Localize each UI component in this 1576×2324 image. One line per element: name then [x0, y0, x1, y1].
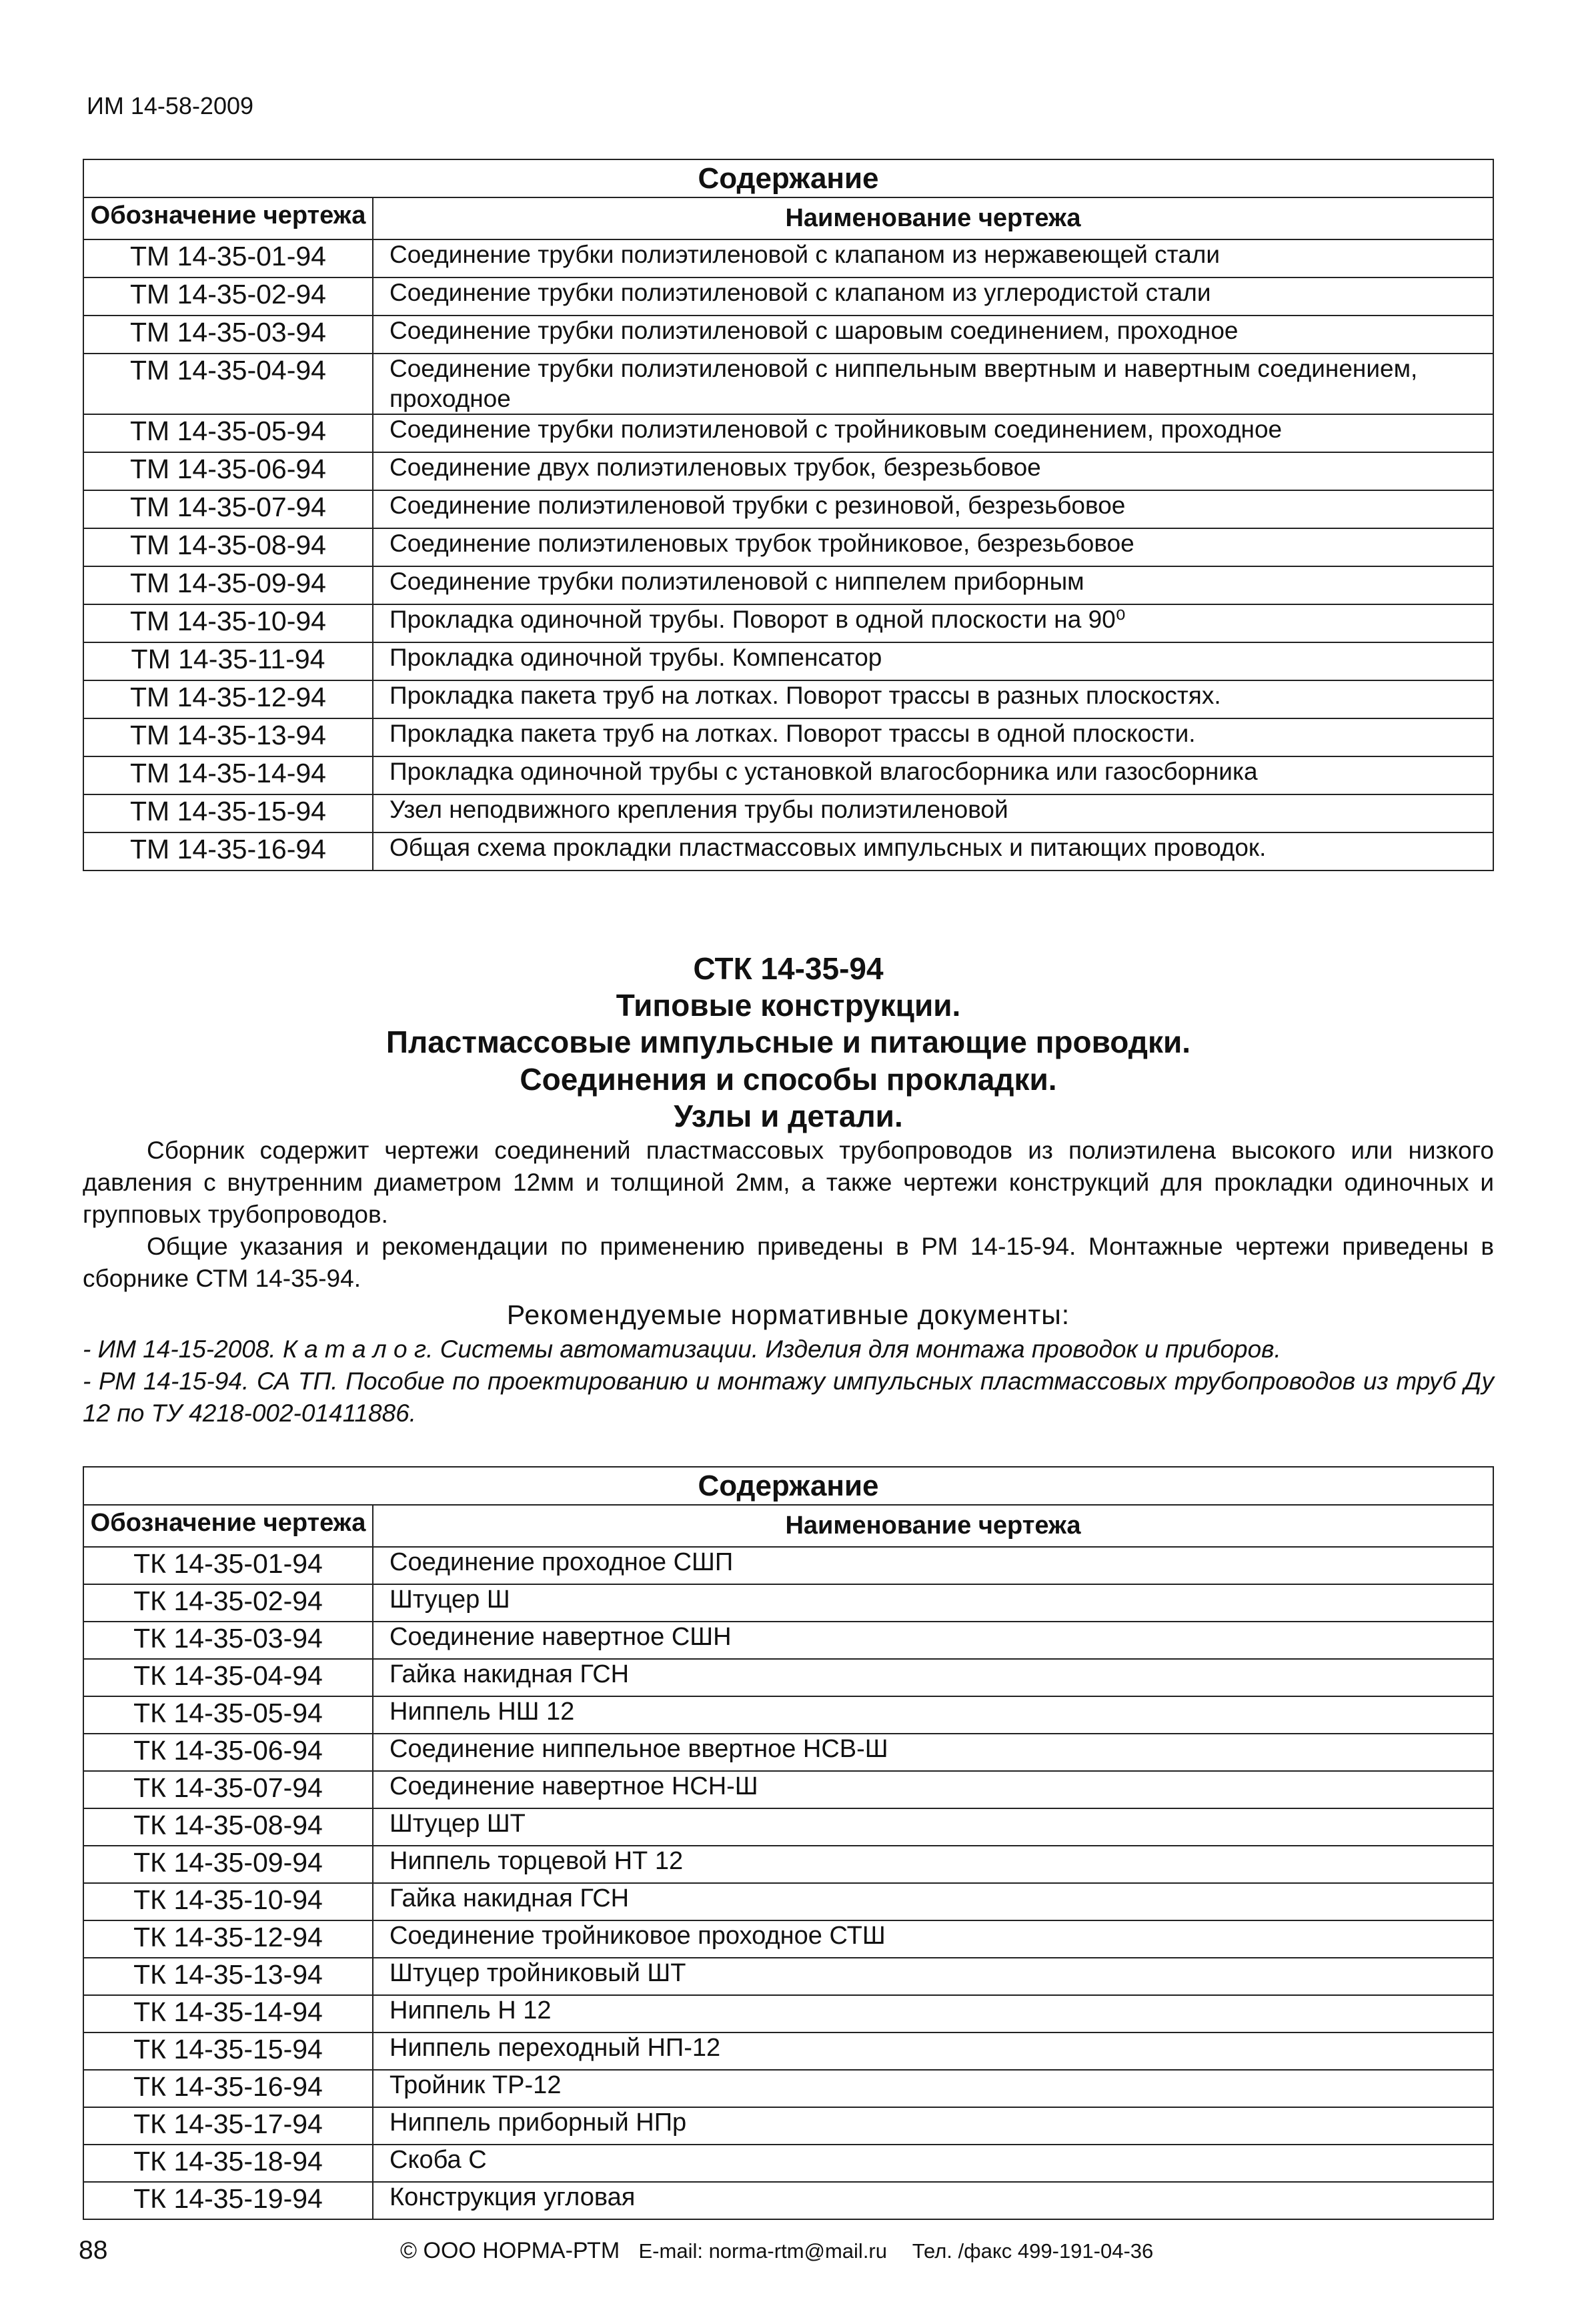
drawing-code: ТК 14-35-14-94	[83, 1995, 373, 2032]
drawing-name: Соединение трубки полиэтиленовой с клапаном из углеродистой стали	[373, 277, 1493, 316]
table-row	[83, 1920, 1493, 1958]
drawing-code: ТК 14-35-06-94	[83, 1734, 373, 1771]
contents-table-title: Содержание	[83, 159, 1493, 197]
drawing-name: Ниппель НШ 12	[373, 1696, 1493, 1734]
footer-email: E-mail: norma-rtm@mail.ru	[638, 2239, 887, 2263]
drawing-code: ТК 14-35-18-94	[83, 2145, 373, 2182]
drawing-code: ТК 14-35-04-94	[83, 1659, 373, 1696]
drawing-code: ТК 14-35-17-94	[83, 2107, 373, 2145]
column-header-code: Обозначение чертежа	[83, 197, 373, 240]
table-row	[83, 680, 1493, 718]
drawing-code: ТМ 14-35-07-94	[83, 490, 373, 528]
section-title-line: Пластмассовые импульсные и питающие проводки.	[385, 1025, 1191, 1060]
drawing-name: Тройник ТР-12	[373, 2070, 1493, 2107]
table-row	[83, 2182, 1493, 2219]
table-row	[83, 1584, 1493, 1622]
table-row	[83, 452, 1493, 490]
drawing-code: ТК 14-35-07-94	[83, 1771, 373, 1808]
drawing-code: ТК 14-35-12-94	[83, 1920, 373, 1958]
table-row	[83, 316, 1493, 354]
drawing-name: Соединение навертное СШН	[373, 1622, 1493, 1659]
drawing-name: Конструкция угловая	[373, 2182, 1493, 2219]
recommended-docs-heading: Рекомендуемые нормативные документы:	[506, 1299, 1070, 1331]
table-row	[83, 277, 1493, 316]
drawing-code: ТМ 14-35-02-94	[83, 277, 373, 316]
drawing-code: ТК 14-35-03-94	[83, 1622, 373, 1659]
table-row	[83, 1846, 1493, 1883]
drawing-name: Соединение трубки полиэтиленовой с шаровым соединением, проходное	[373, 316, 1493, 354]
table-row	[83, 414, 1493, 452]
section-title-line: Соединения и способы прокладки.	[520, 1061, 1057, 1097]
table-row	[83, 2107, 1493, 2145]
table-row	[83, 1808, 1493, 1846]
drawing-name: Соединение ниппельное ввертное НСВ-Ш	[373, 1734, 1493, 1771]
table-row	[83, 756, 1493, 794]
drawing-code: ТК 14-35-08-94	[83, 1808, 373, 1846]
column-header-name: Наименование чертежа	[373, 1505, 1493, 1548]
drawing-name: Соединение проходное СШП	[373, 1547, 1493, 1584]
table-row	[83, 566, 1493, 604]
drawing-name: Прокладка пакета труб на лотках. Поворот трассы в одной плоскости.	[373, 718, 1493, 756]
table-row	[83, 1696, 1493, 1734]
drawing-code: ТМ 14-35-10-94	[83, 604, 373, 642]
table-row	[83, 1771, 1493, 1808]
reference-item: - ИМ 14-15-2008. К а т а л о г. Системы автоматизации. Изделия для монтажа проводок и приборов.	[83, 1335, 1281, 1363]
table-row	[83, 2145, 1493, 2182]
drawing-code: ТК 14-35-02-94	[83, 1584, 373, 1622]
table-row	[83, 1734, 1493, 1771]
table-row	[83, 2032, 1493, 2070]
drawing-code: ТК 14-35-13-94	[83, 1958, 373, 1995]
drawing-name: Соединение трубки полиэтиленовой с ниппельным ввертным и навертным соединением, проходное	[373, 354, 1493, 414]
table-row	[83, 718, 1493, 756]
drawing-name: Общая схема прокладки пластмассовых импульсных и питающих проводок.	[373, 832, 1493, 870]
contents-table-tk	[83, 1466, 1494, 2220]
drawing-code: ТК 14-35-10-94	[83, 1883, 373, 1920]
drawing-code: ТК 14-35-05-94	[83, 1696, 373, 1734]
drawing-code: ТМ 14-35-03-94	[83, 316, 373, 354]
drawing-name: Прокладка пакета труб на лотках. Поворот трассы в разных плоскостях.	[373, 680, 1493, 718]
table-row	[83, 239, 1493, 277]
drawing-code: ТК 14-35-16-94	[83, 2070, 373, 2107]
drawing-name: Соединение полиэтиленовых трубок тройниковое, безрезьбовое	[373, 528, 1493, 566]
drawing-code: ТМ 14-35-04-94	[83, 354, 373, 414]
drawing-code: ТК 14-35-09-94	[83, 1846, 373, 1883]
drawing-code: ТМ 14-35-09-94	[83, 566, 373, 604]
table-row	[83, 1958, 1493, 1995]
drawing-name: Соединение полиэтиленовой трубки с резиновой, безрезьбовое	[373, 490, 1493, 528]
table-row	[83, 1883, 1493, 1920]
drawing-name: Соединение трубки полиэтиленовой с клапаном из нержавеющей стали	[373, 239, 1493, 277]
section-stk	[83, 951, 1494, 1429]
drawing-name: Штуцер тройниковый ШТ	[373, 1958, 1493, 1995]
table-row	[83, 2070, 1493, 2107]
table-row	[83, 794, 1493, 832]
table-row	[83, 642, 1493, 680]
section-paragraph: Общие указания и рекомендации по применению приведены в РМ 14-15-94. Монтажные чертежи приведены в сборнике СТМ 14-35-94.	[83, 1233, 1494, 1293]
drawing-code: ТМ 14-35-08-94	[83, 528, 373, 566]
table-row	[83, 1622, 1493, 1659]
table-row	[83, 1659, 1493, 1696]
drawing-code: ТК 14-35-15-94	[83, 2032, 373, 2070]
page-number: 88	[79, 2236, 108, 2265]
footer-copyright: © ООО НОРМА-РТМ	[400, 2238, 620, 2263]
drawing-name: Ниппель переходный НП-12	[373, 2032, 1493, 2070]
drawing-code: ТМ 14-35-05-94	[83, 414, 373, 452]
table-row	[83, 354, 1493, 414]
drawing-code: ТМ 14-35-16-94	[83, 832, 373, 870]
drawing-code: ТМ 14-35-15-94	[83, 794, 373, 832]
drawing-name: Соединение трубки полиэтиленовой с ниппелем приборным	[373, 566, 1493, 604]
drawing-name: Гайка накидная ГСН	[373, 1883, 1493, 1920]
drawing-code: ТМ 14-35-13-94	[83, 718, 373, 756]
drawing-name: Штуцер ШТ	[373, 1808, 1493, 1846]
drawing-code: ТМ 14-35-11-94	[83, 642, 373, 680]
table-row	[83, 832, 1493, 870]
drawing-name: Соединение тройниковое проходное СТШ	[373, 1920, 1493, 1958]
drawing-name: Прокладка одиночной трубы. Компенсатор	[373, 642, 1493, 680]
drawing-name: Гайка накидная ГСН	[373, 1659, 1493, 1696]
drawing-code: ТМ 14-35-14-94	[83, 756, 373, 794]
contents-table-tm	[83, 159, 1494, 871]
reference-item: - РМ 14-15-94. СА ТП. Пособие по проектированию и монтажу импульсных пластмассовых трубопроводов из труб Ду 12 по ТУ 4218-002-01411886.	[83, 1367, 1494, 1427]
drawing-name: Штуцер Ш	[373, 1584, 1493, 1622]
footer-phone: Тел. /факс 499-191-04-36	[912, 2239, 1154, 2263]
section-title-line: Узлы и детали.	[674, 1098, 903, 1133]
drawing-name: Ниппель Н 12	[373, 1995, 1493, 2032]
column-header-code: Обозначение чертежа	[83, 1505, 373, 1548]
footer-contacts	[400, 2238, 1153, 2264]
drawing-code: ТМ 14-35-12-94	[83, 680, 373, 718]
table-row	[83, 490, 1493, 528]
section-paragraph: Сборник содержит чертежи соединений пластмассовых трубопроводов из полиэтилена высокого или низкого давления с внутренним диаметром 12мм и толщиной 2мм, а также чертежи конструкций для прокладки одиночных и групповых трубопроводов.	[83, 1136, 1494, 1229]
table-row	[83, 528, 1493, 566]
drawing-name: Узел неподвижного крепления трубы полиэтиленовой	[373, 794, 1493, 832]
table-row	[83, 604, 1493, 642]
section-title-line: Типовые конструкции.	[616, 988, 961, 1023]
table-row	[83, 1995, 1493, 2032]
drawing-name: Скоба С	[373, 2145, 1493, 2182]
drawing-name: Прокладка одиночной трубы с установкой влагосборника или газосборника	[373, 756, 1493, 794]
contents-table-title: Содержание	[83, 1467, 1493, 1505]
drawing-code: ТК 14-35-19-94	[83, 2182, 373, 2219]
drawing-name: Соединение навертное НСН-Ш	[373, 1771, 1493, 1808]
document-code: ИМ 14-58-2009	[87, 92, 254, 119]
column-header-name: Наименование чертежа	[373, 197, 1493, 240]
drawing-code: ТК 14-35-01-94	[83, 1547, 373, 1584]
drawing-name: Ниппель приборный НПр	[373, 2107, 1493, 2145]
section-code: СТК 14-35-94	[693, 951, 884, 986]
drawing-name: Прокладка одиночной трубы. Поворот в одной плоскости на 90⁰	[373, 604, 1493, 642]
drawing-name: Соединение двух полиэтиленовых трубок, безрезьбовое	[373, 452, 1493, 490]
drawing-code: ТМ 14-35-01-94	[83, 239, 373, 277]
drawing-name: Ниппель торцевой НТ 12	[373, 1846, 1493, 1883]
table-row	[83, 1547, 1493, 1584]
drawing-name: Соединение трубки полиэтиленовой с тройниковым соединением, проходное	[373, 414, 1493, 452]
drawing-code: ТМ 14-35-06-94	[83, 452, 373, 490]
